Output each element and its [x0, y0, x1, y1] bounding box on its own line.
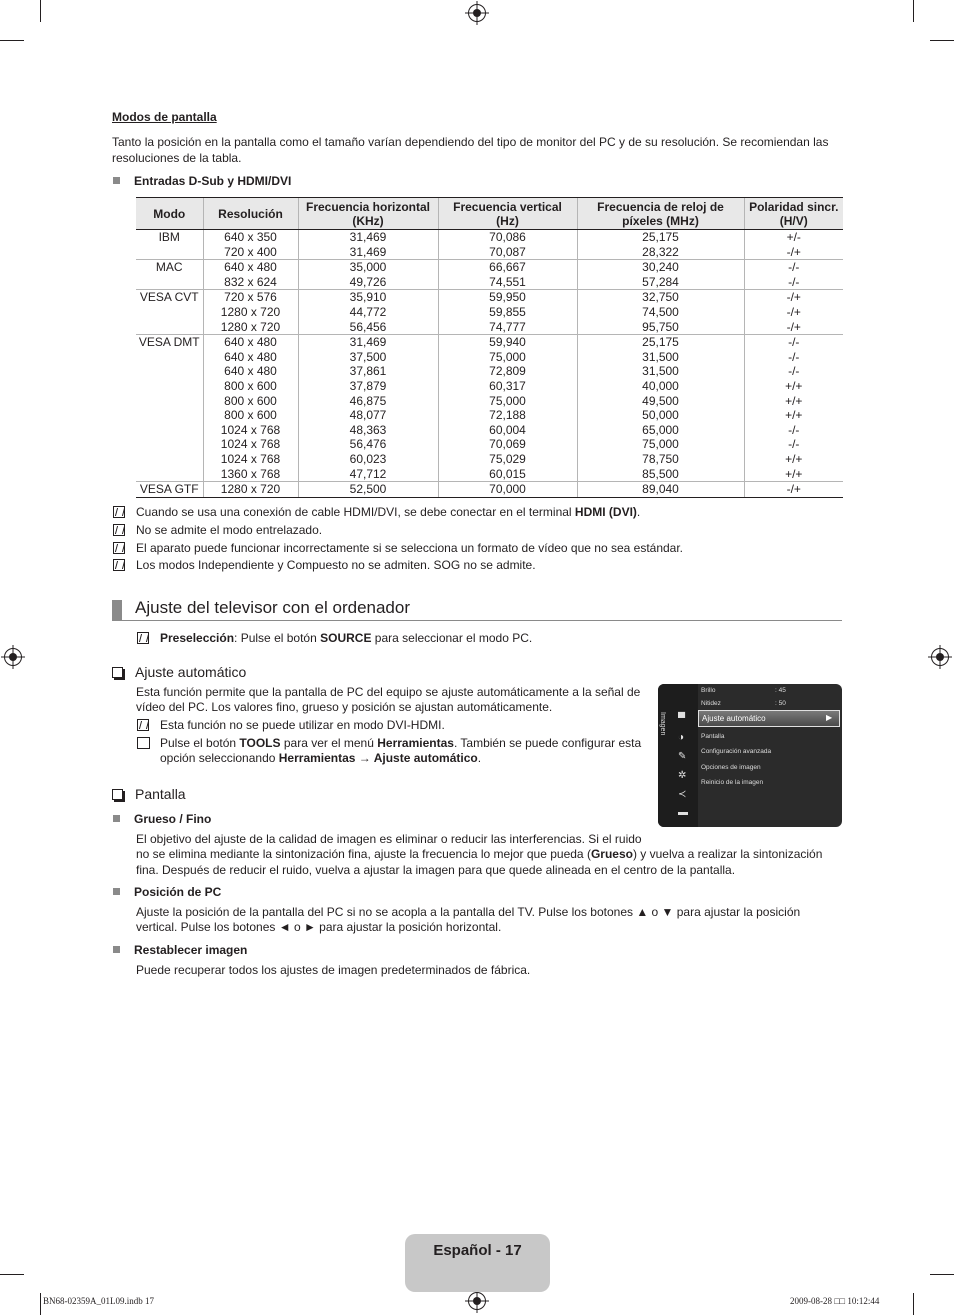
osd-side-label: Imagen [659, 712, 666, 736]
arrow-right-icon: ▶ [826, 713, 833, 722]
crop-mark [0, 1274, 24, 1275]
table-cell: 66,667 74,551 [438, 260, 577, 290]
table-cell: 35,000 49,726 [298, 260, 438, 290]
table-cell: 70,000 [438, 482, 577, 498]
tools-tip-line2: opción seleccionando Herramientas → Ajuste automático. [160, 751, 482, 765]
table-cell: 89,040 [577, 482, 744, 498]
table-row [136, 482, 843, 498]
grueso-line2: no se elimina mediante la sintonización fina, ajuste la frecuencia lo mejor que pueda (Grueso) y vuelva a realizar la sintonización [136, 847, 823, 861]
note-icon [137, 719, 149, 731]
bullet-square-icon [113, 177, 120, 184]
registration-mark-icon [4, 648, 22, 666]
crop-mark [930, 40, 954, 41]
date-slug: 2009-08-28 □□ 10:12:44 [790, 1296, 880, 1306]
heading-bar [112, 600, 122, 620]
picture-icon: ▀ [678, 713, 686, 724]
osd-selected-label: Ajuste automático [702, 714, 766, 723]
crop-mark [913, 1293, 914, 1315]
table-cell: 59,940 75,000 72,809 60,317 75,000 72,188 60,004 70,069 75,029 60,015 [438, 335, 577, 482]
crop-mark [913, 0, 914, 22]
osd-item-reset[interactable]: Reinicio de la imagen [701, 779, 764, 786]
osd-row-sharpness[interactable]: Nitidez [701, 700, 721, 707]
table-header: Polaridad sincr. (H/V) [744, 198, 843, 230]
table-cell-mode: VESA DMT [136, 335, 203, 482]
osd-value-brightness: : 45 [775, 687, 786, 694]
registration-mark-icon [468, 4, 486, 22]
table-cell: 52,500 [298, 482, 438, 498]
preselection-note: Preselección: Pulse el botón SOURCE para seleccionar el modo PC. [137, 631, 532, 646]
table-cell: 25,175 28,322 [577, 230, 744, 260]
grueso-line3: fina. Después de reducir el ruido, vuelva a ajustar la imagen para que quede alineada en el centro de la pantalla. [136, 863, 736, 877]
table-cell: -/+ [744, 482, 843, 498]
note-icon [113, 559, 125, 571]
table-cell-mode: IBM [136, 230, 203, 260]
note-icon [113, 524, 125, 536]
reset-title: Restablecer imagen [113, 943, 247, 957]
table-row [136, 335, 843, 482]
table-cell: 32,750 74,500 95,750 [577, 290, 744, 335]
posicion-title: Posición de PC [113, 885, 221, 899]
table-cell: 31,469 31,469 [298, 230, 438, 260]
inputs-label: Entradas D-Sub y HDMI/DVI [113, 174, 291, 188]
note-icon [113, 506, 125, 518]
table-cell: 640 x 350 720 x 400 [203, 230, 298, 260]
tools-tip-line1: Pulse el botón TOOLS para ver el menú Herramientas. También se puede configurar esta [137, 736, 641, 751]
osd-value-sharpness: : 50 [775, 700, 786, 707]
auto-adjust-desc-line2: vídeo del PC. Los valores fino, grueso y posición se ajustan automáticamente. [136, 700, 553, 714]
table-row [136, 260, 843, 290]
table-header: Frecuencia vertical (Hz) [438, 198, 577, 230]
note-format: El aparato puede funcionar incorrectamente si se selecciona un formato de vídeo que no sea estándar. [113, 541, 683, 556]
table-cell: 31,469 37,500 37,861 37,879 46,875 48,077 48,363 56,476 60,023 47,712 [298, 335, 438, 482]
table-header: Frecuencia de reloj de píxeles (MHz) [577, 198, 744, 230]
crop-mark [930, 1274, 954, 1275]
note-sog: Los modos Independiente y Compuesto no se admiten. SOG no se admite. [113, 558, 536, 573]
tools-icon [137, 737, 150, 749]
table-row [136, 230, 843, 260]
note-icon [137, 632, 149, 644]
table-cell: -/- -/- [744, 260, 843, 290]
table-cell: 25,175 31,500 31,500 40,000 49,500 50,000 65,000 75,000 78,750 85,500 [577, 335, 744, 482]
grueso-line1: El objetivo del ajuste de la calidad de imagen es eliminar o reducir las interferencias. Si el ruido [136, 832, 642, 846]
table-cell-mode: VESA CVT [136, 290, 203, 335]
table-cell: +/- -/+ [744, 230, 843, 260]
table-header: Frecuencia horizontal (KHz) [298, 198, 438, 230]
table-header-row [136, 198, 843, 230]
osd-row-brightness[interactable]: Brillo [701, 687, 716, 694]
auto-adjust-desc-line1: Esta función permite que la pantalla de PC del equipo se ajuste automáticamente a la señal de [136, 685, 641, 699]
crop-mark [40, 1293, 41, 1315]
table-cell: 35,910 44,772 56,456 [298, 290, 438, 335]
registration-mark-icon [931, 648, 949, 666]
crop-mark [0, 40, 24, 41]
reset-text: Puede recuperar todos los ajustes de imagen predeterminados de fábrica. [136, 963, 531, 977]
table-cell: 720 x 576 1280 x 720 1280 x 720 [203, 290, 298, 335]
crop-mark [40, 0, 41, 22]
osd-item-options[interactable]: Opciones de imagen [701, 764, 761, 771]
table-cell: 640 x 480 640 x 480 640 x 480 800 x 600 800 x 600 800 x 600 1024 x 768 1024 x 768 1024 x 768 1360 x 768 [203, 335, 298, 482]
table-header: Modo [136, 198, 203, 230]
table-cell: 1280 x 720 [203, 482, 298, 498]
posicion-line1: Ajuste la posición de la pantalla del PC si no se acopla a la pantalla del TV. Pulse los botones ▲ o ▼ para ajustar la posición [136, 905, 801, 919]
table-cell: 70,086 70,087 [438, 230, 577, 260]
resolution-table [136, 197, 843, 498]
sound-icon: ◑ [678, 732, 685, 743]
table-cell: 59,950 59,855 74,777 [438, 290, 577, 335]
osd-item-advanced[interactable]: Configuración avanzada [701, 748, 772, 755]
note-icon [113, 542, 125, 554]
bullet-square-icon [113, 888, 120, 895]
table-cell-mode: MAC [136, 260, 203, 290]
posicion-line2: vertical. Pulse los botones ◄ o ► para ajustar la posición horizontal. [136, 920, 502, 934]
note-hdmi: Cuando se usa una conexión de cable HDMI/DVI, se debe conectar en el terminal HDMI (DVI). [113, 505, 640, 520]
auto-adjust-note: Esta función no se puede utilizar en modo DVI-HDMI. [137, 718, 445, 733]
channel-icon: ✎ [678, 751, 687, 762]
note-interlace: No se admite el modo entrelazado. [113, 523, 322, 538]
table-cell: -/- -/- -/- +/+ +/+ +/+ -/- -/- +/+ +/+ [744, 335, 843, 482]
bullet-square-icon [113, 815, 120, 822]
application-icon: ▬ [678, 807, 688, 818]
table-cell: 640 x 480 832 x 624 [203, 260, 298, 290]
section-title-modes: Modos de pantalla [112, 110, 217, 124]
table-cell: -/+ -/+ -/+ [744, 290, 843, 335]
table-header: Resolución [203, 198, 298, 230]
page-number: Español - 17 [433, 1242, 522, 1259]
table-cell: 30,240 57,284 [577, 260, 744, 290]
registration-mark-icon [468, 1292, 486, 1310]
input-icon: ≺ [678, 789, 687, 800]
file-slug: BN68-02359A_01L09.indb 17 [43, 1296, 154, 1306]
heading-rule [112, 620, 842, 621]
subsection-pantalla: Pantalla [112, 786, 186, 802]
section-title-pc: Ajuste del televisor con el ordenador [135, 598, 410, 617]
setup-gear-icon: ✲ [678, 770, 687, 781]
table-row [136, 290, 843, 335]
bullet-square-icon [113, 946, 120, 953]
table-cell-mode: VESA GTF [136, 482, 203, 498]
modes-intro: Tanto la posición en la pantalla como el tamaño varían dependiendo del tipo de monitor del PC y de su resolución. Se recomiendan las resoluciones de la tabla. [112, 135, 829, 165]
checkbox-bullet-icon [112, 789, 123, 800]
subsection-auto-adjust: Ajuste automático [112, 664, 246, 680]
checkbox-bullet-icon [112, 667, 123, 678]
grueso-title: Grueso / Fino [113, 812, 211, 826]
osd-item-screen[interactable]: Pantalla [701, 733, 725, 740]
osd-picture-menu [658, 684, 842, 827]
